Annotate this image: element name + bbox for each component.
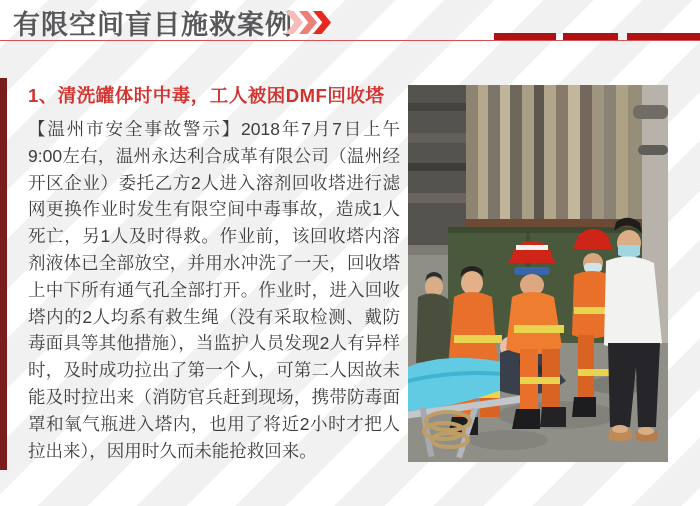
header-dash bbox=[494, 33, 556, 40]
left-accent-bar bbox=[0, 78, 7, 470]
triple-chevron-right-icon bbox=[289, 11, 331, 34]
header-underline bbox=[0, 40, 700, 41]
rescue-scene-photo bbox=[408, 85, 668, 462]
case-body-text: 【温州市安全事故警示】2018年7月7日上午9:00左右，温州永达利合成革有限公司（温州经开区企业）委托乙方2人进入溶剂回收塔进行滤网更换作业时发生有限空间中毒事故，造成1人死亡，另1人及时得救。作业前，该回收塔内溶剂液体已全部放空，并用水冲洗了一天，回收塔上中下所有通气孔全部打开。作业时，进入回收塔内的2人均系有救生绳（没有采取检测、戴防毒面具等其他措施），当监护人员发现2人有异样时，及时成功拉出了第一个人，可第二人因故未能及时拉出来（消防官兵赶到现场，携带防毒面罩和氧气瓶进入塔内，也用了将近2小时才把人拉出来），因用时久而未能抢救回来。 bbox=[28, 119, 400, 461]
case-heading: 1、清洗罐体时中毒，工人被困DMF回收塔 bbox=[28, 85, 385, 106]
page-title: 有限空间盲目施救案例 bbox=[13, 10, 293, 40]
rescue-scene-illustration bbox=[408, 85, 668, 462]
header-dash bbox=[627, 33, 700, 40]
header-dash bbox=[563, 33, 618, 40]
